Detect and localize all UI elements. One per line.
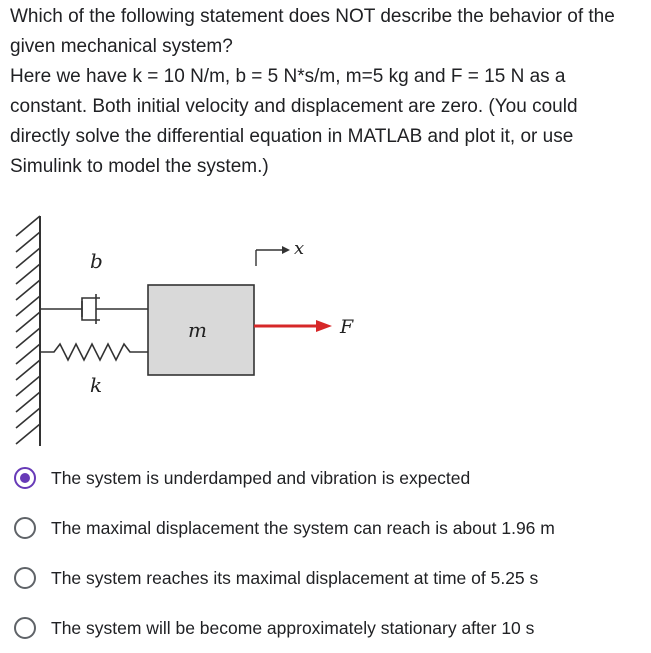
- answer-option[interactable]: [0, 453, 651, 503]
- radio-button[interactable]: [14, 567, 36, 589]
- radio-button[interactable]: [14, 617, 36, 639]
- answer-option[interactable]: [0, 603, 651, 653]
- radio-button[interactable]: [14, 517, 36, 539]
- question-line: Which of the following statement does NOT describe the behavior of the: [10, 6, 615, 27]
- question-line: Simulink to model the system.): [10, 156, 269, 177]
- option-label[interactable]: The system reaches its maximal displacement at time of 5.25 s: [51, 567, 539, 588]
- radio-button-selected[interactable]: [14, 467, 36, 489]
- wall-hatch: [16, 216, 40, 444]
- force-arrowhead: [316, 320, 332, 332]
- question-line: directly solve the differential equation in MATLAB and plot it, or use: [10, 126, 574, 147]
- mass-spring-damper-diagram: [0, 206, 400, 456]
- spring-label: k: [90, 373, 103, 397]
- answer-option[interactable]: [0, 503, 651, 553]
- damper: [40, 294, 148, 324]
- question-text: [10, 2, 650, 182]
- question-line: given mechanical system?: [10, 36, 233, 57]
- radio-selected-dot-icon: [20, 473, 30, 483]
- displacement-indicator: [256, 250, 282, 266]
- option-label[interactable]: The system will be become approximately stationary after 10 s: [51, 617, 535, 638]
- damper-label: b: [90, 249, 103, 273]
- mass-label: m: [188, 318, 207, 342]
- question-line: constant. Both initial velocity and displacement are zero. (You could: [10, 96, 578, 117]
- answer-option[interactable]: [0, 553, 651, 603]
- force-label: F: [340, 316, 354, 338]
- spring: [40, 344, 148, 360]
- option-label[interactable]: The system is underdamped and vibration is expected: [51, 467, 471, 488]
- answer-options: [0, 453, 651, 653]
- question-line: Here we have k = 10 N/m, b = 5 N*s/m, m=5 kg and F = 15 N as a: [10, 66, 566, 87]
- displacement-label: x: [294, 238, 305, 259]
- displacement-arrowhead: [282, 246, 290, 254]
- option-label[interactable]: The maximal displacement the system can reach is about 1.96 m: [51, 517, 555, 538]
- mass-spring-damper-figure: [0, 206, 400, 456]
